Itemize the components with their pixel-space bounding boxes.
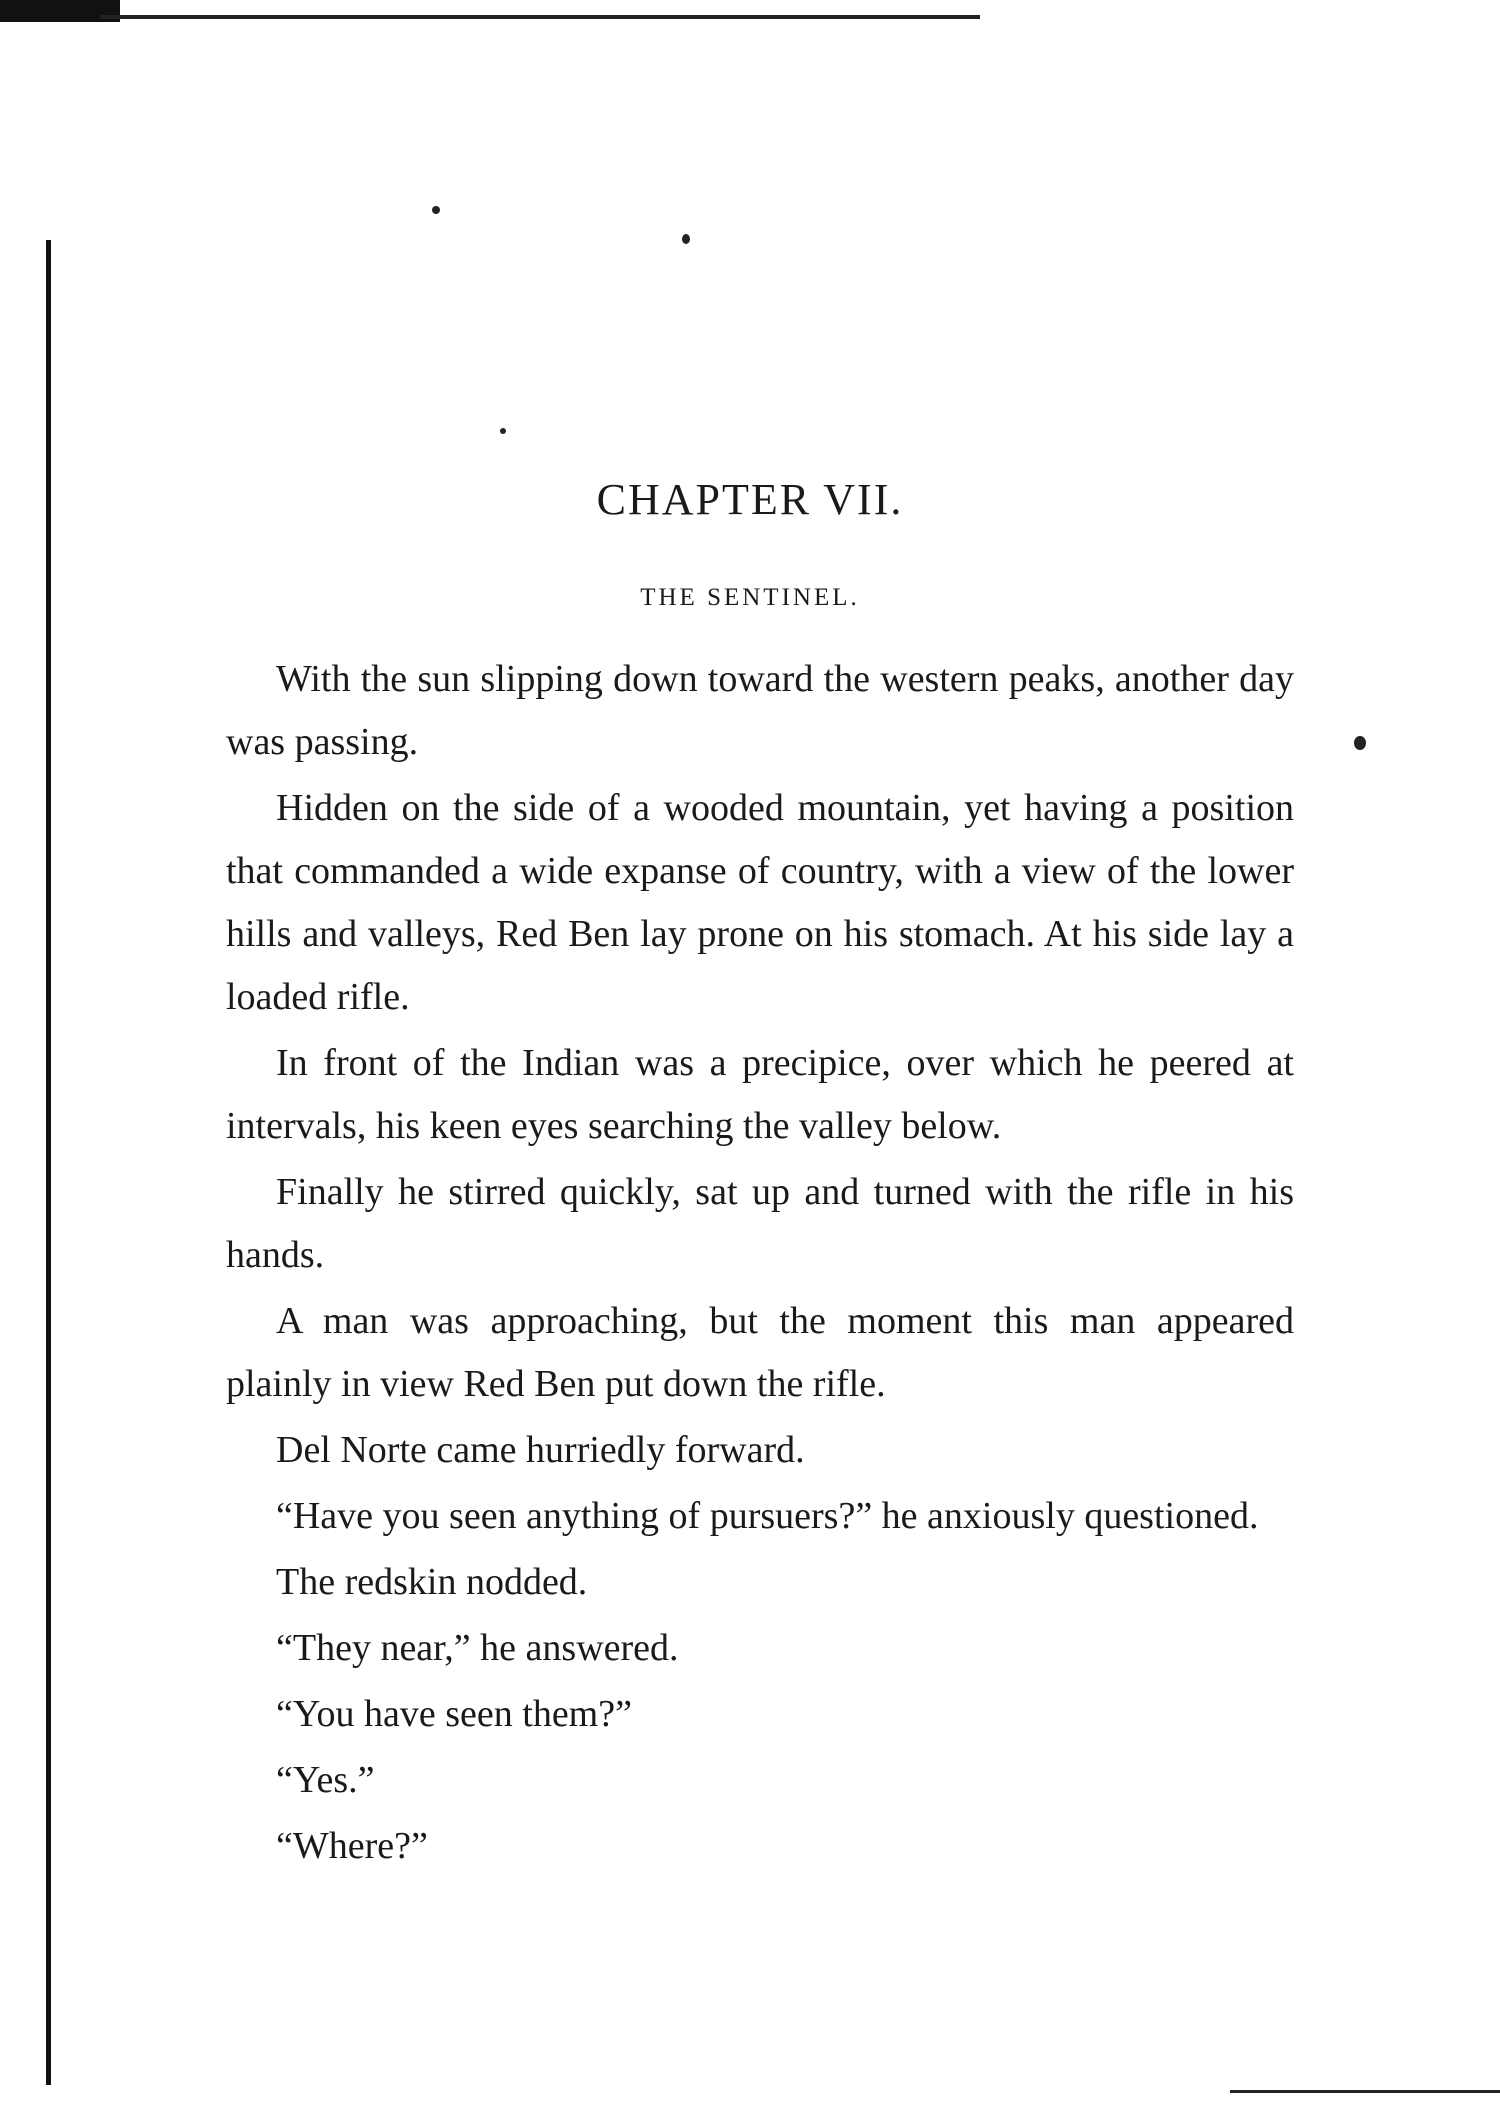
paragraph: “They near,” he answered. bbox=[276, 1627, 679, 1669]
paragraph: “Have you seen anything of pursuers?” he anxiously questioned. bbox=[276, 1495, 1259, 1537]
ink-speck bbox=[432, 206, 440, 214]
chapter-title: THE SENTINEL. bbox=[640, 584, 860, 611]
paragraph: With the sun slipping down toward the western peaks, another day was passing. bbox=[226, 658, 1294, 763]
chapter-number-heading: CHAPTER VII. bbox=[596, 475, 904, 524]
chapter-body bbox=[226, 648, 1294, 1881]
ink-speck bbox=[500, 428, 506, 434]
paragraph: The redskin nodded. bbox=[276, 1561, 588, 1603]
scan-top-rule bbox=[100, 15, 980, 19]
paragraph: Del Norte came hurriedly forward. bbox=[276, 1429, 805, 1471]
paragraph: “Where?” bbox=[276, 1825, 428, 1867]
paragraph: “Yes.” bbox=[276, 1759, 375, 1801]
paragraph: Hidden on the side of a wooded mountain, yet having a position that commanded a wide expanse of country, with a view of the lower hills and valleys, Red Ben lay prone on his stomach. At his side lay a loaded rifle. bbox=[226, 787, 1294, 1018]
paragraph: Finally he stirred quickly, sat up and turned with the rifle in his hands. bbox=[226, 1171, 1294, 1276]
scan-bottom-rule bbox=[1230, 2090, 1500, 2093]
paragraph: “You have seen them?” bbox=[276, 1693, 632, 1735]
paragraph: In front of the Indian was a precipice, over which he peered at intervals, his keen eyes searching the valley below. bbox=[226, 1042, 1294, 1147]
paragraph: A man was approaching, but the moment this man appeared plainly in view Red Ben put down the rifle. bbox=[226, 1300, 1294, 1405]
ink-speck bbox=[1354, 736, 1366, 750]
ink-speck bbox=[682, 234, 690, 244]
